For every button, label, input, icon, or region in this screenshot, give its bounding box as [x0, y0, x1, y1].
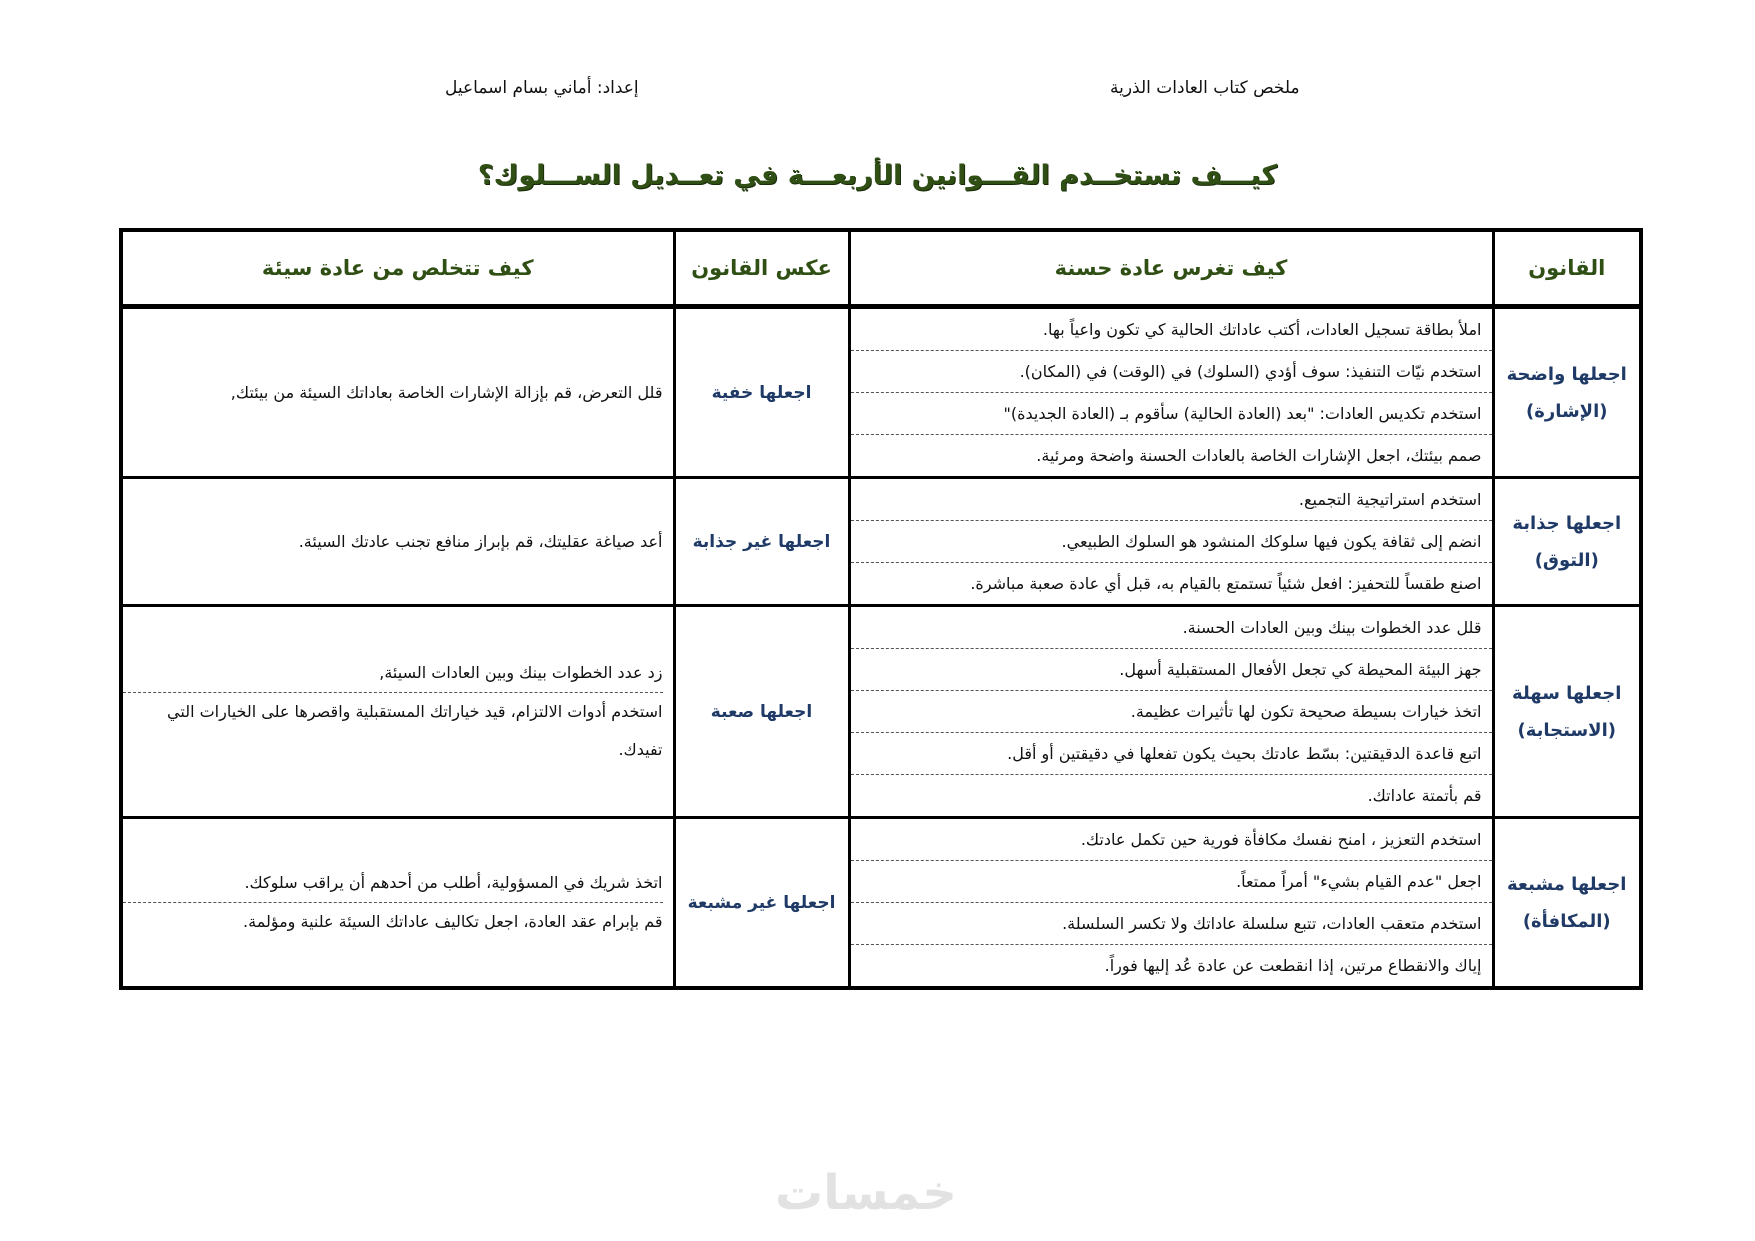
- good-step: قلل عدد الخطوات بينك وبين العادات الحسنة.: [851, 607, 1492, 649]
- good-step: انضم إلى ثقافة يكون فيها سلوكك المنشود هو السلوك الطبيعي.: [851, 521, 1492, 563]
- bad-step: اتخذ شريك في المسؤولية، أطلب من أحدهم أن يراقب سلوكك.: [123, 864, 663, 903]
- table-row: [121, 606, 1641, 818]
- bad-step: استخدم أدوات الالتزام، قيد خياراتك المستقبلية واقصرها على الخيارات التي تفيدك.: [167, 702, 663, 759]
- law-sub: (الإشارة): [1526, 400, 1608, 422]
- header-law: القانون: [1493, 230, 1641, 307]
- good-step: صمم بيئتك، اجعل الإشارات الخاصة بالعادات الحسنة واضحة ومرئية.: [1036, 446, 1482, 465]
- page-title: كيـــف تستخــدم القـــوانين الأربعـــة في تعــديل الســـلوك؟: [477, 160, 1278, 191]
- good-step: استخدم التعزيز ، امنح نفسك مكافأة فورية حين تكمل عادتك.: [851, 819, 1492, 861]
- bad-step: قم بإبرام عقد العادة، اجعل تكاليف عاداتك السيئة علنية ومؤلمة.: [243, 912, 663, 931]
- law-sub: (الاستجابة): [1517, 719, 1616, 741]
- reverse-cell: اجعلها غير جذابة: [674, 478, 849, 606]
- law-cell: [1493, 606, 1641, 818]
- good-step: جهز البيئة المحيطة كي تجعل الأفعال المستقبلية أسهل.: [851, 649, 1492, 691]
- habits-table: [119, 228, 1643, 990]
- author: إعداد: أماني بسام اسماعيل: [445, 78, 639, 98]
- watermark: خمسات: [775, 1165, 957, 1221]
- law-name: اجعلها جذابة: [1512, 512, 1622, 534]
- law-cell: [1493, 478, 1641, 606]
- good-cell: [849, 818, 1493, 989]
- good-step: استخدم تكديس العادات: "بعد (العادة الحالية) سأقوم بـ (العادة الجديدة)": [851, 393, 1492, 435]
- law-name: اجعلها مشبعة: [1507, 873, 1627, 895]
- header-good: كيف تغرس عادة حسنة: [849, 230, 1493, 307]
- reverse-cell: اجعلها غير مشبعة: [674, 818, 849, 989]
- bad-step: قلل التعرض، قم بإزالة الإشارات الخاصة بعاداتك السيئة من بيئتك,: [230, 382, 663, 402]
- header-reverse: عكس القانون: [674, 230, 849, 307]
- good-cell: [849, 606, 1493, 818]
- good-step: استخدم نيّات التنفيذ: سوف أؤدي (السلوك) في (الوقت) في (المكان).: [851, 351, 1492, 393]
- law-cell: [1493, 818, 1641, 989]
- law-name: اجعلها سهلة: [1512, 682, 1622, 704]
- bad-cell: [121, 606, 674, 818]
- good-step: اتخذ خيارات بسيطة صحيحة تكون لها تأثيرات عظيمة.: [851, 691, 1492, 733]
- bad-cell: [121, 818, 674, 989]
- good-step: قم بأتمتة عاداتك.: [1367, 786, 1482, 805]
- book-title: ملخص كتاب العادات الذرية: [1110, 78, 1300, 98]
- law-sub: (التوق): [1534, 549, 1599, 571]
- good-step: اجعل "عدم القيام بشيء" أمراً ممتعاً.: [851, 861, 1492, 903]
- law-sub: (المكافأة): [1522, 910, 1611, 932]
- bad-cell: [121, 307, 674, 478]
- law-name: اجعلها واضحة: [1506, 363, 1627, 385]
- table-header: [121, 230, 1641, 307]
- table-row: [121, 478, 1641, 606]
- good-cell: [849, 307, 1493, 478]
- reverse-cell: اجعلها صعبة: [674, 606, 849, 818]
- header-bad: كيف تتخلص من عادة سيئة: [121, 230, 674, 307]
- bad-step: أعد صياغة عقليتك، قم بإبراز منافع تجنب عادتك السيئة.: [298, 531, 663, 551]
- good-step: اتبع قاعدة الدقيقتين: بسّط عادتك بحيث يكون تفعلها في دقيقتين أو أقل.: [851, 733, 1492, 775]
- good-step: استخدم استراتيجية التجميع.: [851, 479, 1492, 521]
- bad-step: زد عدد الخطوات بينك وبين العادات السيئة,: [123, 654, 663, 693]
- good-cell: [849, 478, 1493, 606]
- good-step: إياك والانقطاع مرتين، إذا انقطعت عن عادة عُد إليها فوراً.: [1104, 956, 1482, 975]
- bad-cell: [121, 478, 674, 606]
- table-row: [121, 818, 1641, 989]
- table-row: [121, 307, 1641, 478]
- good-step: املأ بطاقة تسجيل العادات، أكتب عاداتك الحالية كي تكون واعياً بها.: [851, 309, 1492, 351]
- reverse-cell: اجعلها خفية: [674, 307, 849, 478]
- good-step: اصنع طقساً للتحفيز: افعل شئياً تستمتع بالقيام به، قبل أي عادة صعبة مباشرة.: [970, 574, 1482, 593]
- law-cell: [1493, 307, 1641, 478]
- good-step: استخدم متعقب العادات، تتبع سلسلة عاداتك ولا تكسر السلسلة.: [851, 903, 1492, 945]
